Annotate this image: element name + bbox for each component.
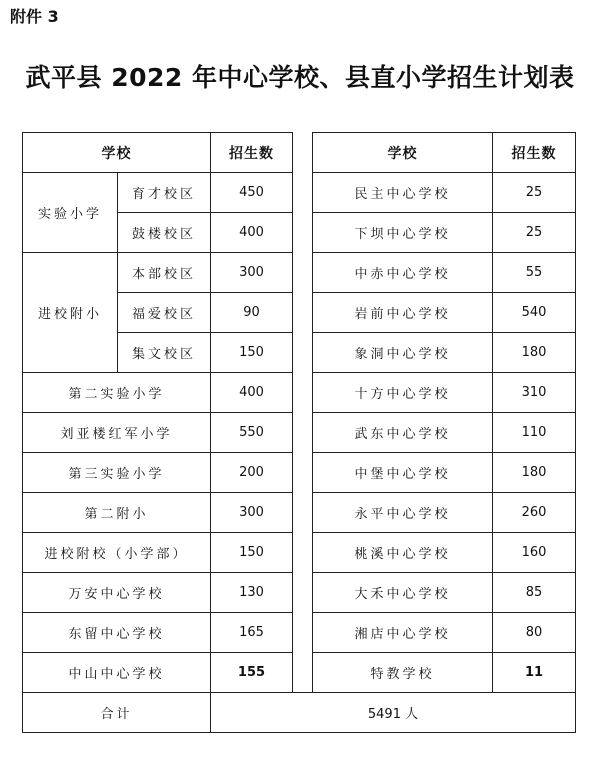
enroll-count: 11 xyxy=(493,653,576,693)
total-row xyxy=(23,693,576,733)
enroll-count: 300 xyxy=(211,253,293,293)
school-name: 桃溪中心学校 xyxy=(313,533,493,573)
enroll-count: 310 xyxy=(493,373,576,413)
table-header-row xyxy=(23,133,576,173)
enroll-count: 85 xyxy=(493,573,576,613)
enroll-count: 80 xyxy=(493,613,576,653)
enroll-count: 165 xyxy=(211,613,293,653)
campus-name: 育才校区 xyxy=(118,173,211,213)
school-name: 民主中心学校 xyxy=(313,173,493,213)
group-name: 实验小学 xyxy=(23,173,118,253)
group-name: 进校附小 xyxy=(23,253,118,373)
school-name: 湘店中心学校 xyxy=(313,613,493,653)
campus-name: 鼓楼校区 xyxy=(118,213,211,253)
enroll-count: 90 xyxy=(211,293,293,333)
school-name: 大禾中心学校 xyxy=(313,573,493,613)
enroll-count: 150 xyxy=(211,533,293,573)
enroll-count: 180 xyxy=(493,333,576,373)
enroll-count: 110 xyxy=(493,413,576,453)
school-name: 万安中心学校 xyxy=(23,573,211,613)
enroll-count: 130 xyxy=(211,573,293,613)
school-name: 中山中心学校 xyxy=(23,653,211,693)
enroll-count: 180 xyxy=(493,453,576,493)
school-name: 第二附小 xyxy=(23,493,211,533)
campus-name: 本部校区 xyxy=(118,253,211,293)
school-name: 象洞中心学校 xyxy=(313,333,493,373)
school-name: 第二实验小学 xyxy=(23,373,211,413)
enroll-count: 550 xyxy=(211,413,293,453)
enroll-count: 25 xyxy=(493,173,576,213)
school-name: 永平中心学校 xyxy=(313,493,493,533)
enroll-count: 160 xyxy=(493,533,576,573)
campus-name: 福爱校区 xyxy=(118,293,211,333)
school-name: 武东中心学校 xyxy=(313,413,493,453)
total-value: 5491 人 xyxy=(211,693,576,733)
enroll-count: 55 xyxy=(493,253,576,293)
attachment-label: 附件 3 xyxy=(10,7,59,26)
campus-name: 集文校区 xyxy=(118,333,211,373)
enroll-count: 155 xyxy=(211,653,293,693)
column-gap xyxy=(293,133,313,693)
enroll-count: 400 xyxy=(211,213,293,253)
school-name: 十方中心学校 xyxy=(313,373,493,413)
enroll-count: 150 xyxy=(211,333,293,373)
enroll-count: 25 xyxy=(493,213,576,253)
school-name: 刘亚楼红军小学 xyxy=(23,413,211,453)
school-name: 特教学校 xyxy=(313,653,493,693)
enroll-count: 400 xyxy=(211,373,293,413)
school-name: 东留中心学校 xyxy=(23,613,211,653)
header-enroll-right: 招生数 xyxy=(493,133,576,173)
enroll-count: 450 xyxy=(211,173,293,213)
enroll-count: 260 xyxy=(493,493,576,533)
school-name: 下坝中心学校 xyxy=(313,213,493,253)
school-name: 岩前中心学校 xyxy=(313,293,493,333)
total-label: 合计 xyxy=(23,693,211,733)
enrollment-table xyxy=(22,132,576,733)
enroll-count: 540 xyxy=(493,293,576,333)
header-school-left: 学校 xyxy=(23,133,211,173)
school-name: 中堡中心学校 xyxy=(313,453,493,493)
enroll-count: 300 xyxy=(211,493,293,533)
school-name: 第三实验小学 xyxy=(23,453,211,493)
school-name: 中赤中心学校 xyxy=(313,253,493,293)
page-title: 武平县 2022 年中心学校、县直小学招生计划表 xyxy=(25,63,575,92)
header-enroll-left: 招生数 xyxy=(211,133,293,173)
enroll-count: 200 xyxy=(211,453,293,493)
school-name: 进校附校（小学部） xyxy=(23,533,211,573)
header-school-right: 学校 xyxy=(313,133,493,173)
